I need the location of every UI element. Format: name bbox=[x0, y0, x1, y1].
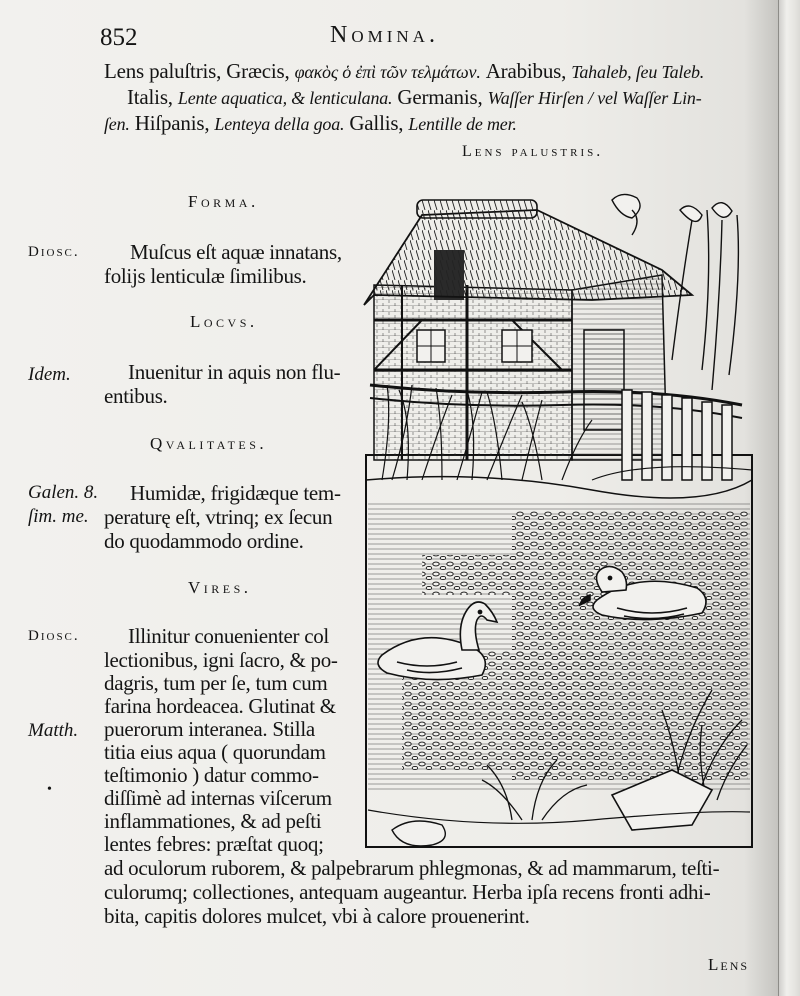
qualitates-line: do quodammodo ordine. bbox=[104, 529, 304, 553]
side-note-diosc-2: Diosc. bbox=[28, 628, 80, 644]
section-heading-vires: Vires. bbox=[188, 578, 252, 597]
vires-line: lentes febres: præſtat quoq; bbox=[104, 832, 324, 856]
text-segment: Waſſer Hirſen / vel Waſſer Lin- bbox=[487, 88, 702, 108]
forma-line: Muſcus eſt aquæ innatans, bbox=[130, 240, 342, 264]
vires-line: dagris, tum per ſe, tum cum bbox=[104, 671, 328, 695]
text-segment: Gallis, bbox=[344, 111, 409, 135]
vires-full-line: ad oculorum ruborem, & palpebrarum phlegmonas, & ad mammarum, teſti- bbox=[104, 856, 720, 880]
stone bbox=[392, 821, 445, 846]
section-heading-forma: Forma. bbox=[188, 192, 259, 211]
locus-line: entibus. bbox=[104, 384, 168, 408]
vires-line: diſſimè ad internas viſcerum bbox=[104, 786, 332, 810]
qualitates-line: Humidæ, frigidæque tem- bbox=[130, 481, 341, 505]
qualitates-line: peraturę eſt, vtrinq; ex ſecun bbox=[104, 505, 333, 529]
vires-line: lectionibus, igni ſacro, & po- bbox=[104, 648, 338, 672]
intro-line-3 bbox=[104, 111, 517, 136]
running-head: Nomina. bbox=[330, 22, 439, 48]
woodcut-illustration bbox=[362, 180, 756, 850]
text-segment: Italis, bbox=[127, 85, 178, 109]
vires-line: inflammationes, & ad peſti bbox=[104, 809, 322, 833]
vires-full-line: bita, capitis dolores mulcet, vbi à calore prouenerint. bbox=[104, 904, 530, 928]
margin-bullet: • bbox=[47, 782, 52, 797]
side-note-sim-me: ſim. me. bbox=[28, 506, 89, 527]
duckweed-mass bbox=[422, 555, 522, 595]
text-segment: Lenteya della goa. bbox=[214, 114, 345, 134]
locus-line: Inuenitur in aquis non flu- bbox=[128, 360, 341, 384]
side-note-idem: Idem. bbox=[28, 364, 71, 385]
text-segment: Tahaleb, ſeu Taleb. bbox=[571, 62, 705, 82]
page-number: 852 bbox=[100, 24, 138, 51]
text-segment: Germanis, bbox=[392, 85, 488, 109]
vires-line: puerorum interanea. Stilla bbox=[104, 717, 315, 741]
vires-line: farina hordeacea. Glutinat & bbox=[104, 694, 336, 718]
text-segment: Lente aquatica, & lenticulana. bbox=[177, 88, 393, 108]
vires-full-line: culorumq; collectiones, antequam augeantur. Herba ipſa recens fronti adhi- bbox=[104, 880, 711, 904]
text-segment: Lentille de mer. bbox=[408, 114, 517, 134]
figure-caption: Lens paluſtris. bbox=[462, 143, 604, 160]
intro-line-1 bbox=[104, 59, 704, 84]
section-heading-locus: Locvs. bbox=[190, 312, 258, 331]
text-segment: ſen. bbox=[104, 114, 130, 134]
vires-line: teſtimonio ) datur commo- bbox=[104, 763, 319, 787]
text-segment: φακὸς ὁ ἐπὶ τῶν τελμάτων. bbox=[294, 62, 481, 82]
intro-line-2 bbox=[127, 85, 702, 110]
text-segment: Lens paluſtris, Græcis, bbox=[104, 59, 295, 83]
forma-line: folijs lenticulæ ſimilibus. bbox=[104, 264, 307, 288]
book-gutter bbox=[778, 0, 800, 996]
thatched-roof bbox=[364, 210, 692, 305]
vires-line: titia eius aqua ( quorundam bbox=[104, 740, 326, 764]
side-note-galen: Galen. 8. bbox=[28, 482, 99, 503]
side-note-diosc: Diosc. bbox=[28, 244, 80, 260]
section-heading-qualitates: Qvalitates. bbox=[150, 434, 268, 453]
catchword: Lens bbox=[708, 955, 750, 974]
vires-line: Illinitur conuenienter col bbox=[128, 624, 329, 648]
text-segment: Hiſpanis, bbox=[129, 111, 215, 135]
text-segment: Arabibus, bbox=[480, 59, 572, 83]
side-note-matth: Matth. bbox=[28, 720, 79, 741]
